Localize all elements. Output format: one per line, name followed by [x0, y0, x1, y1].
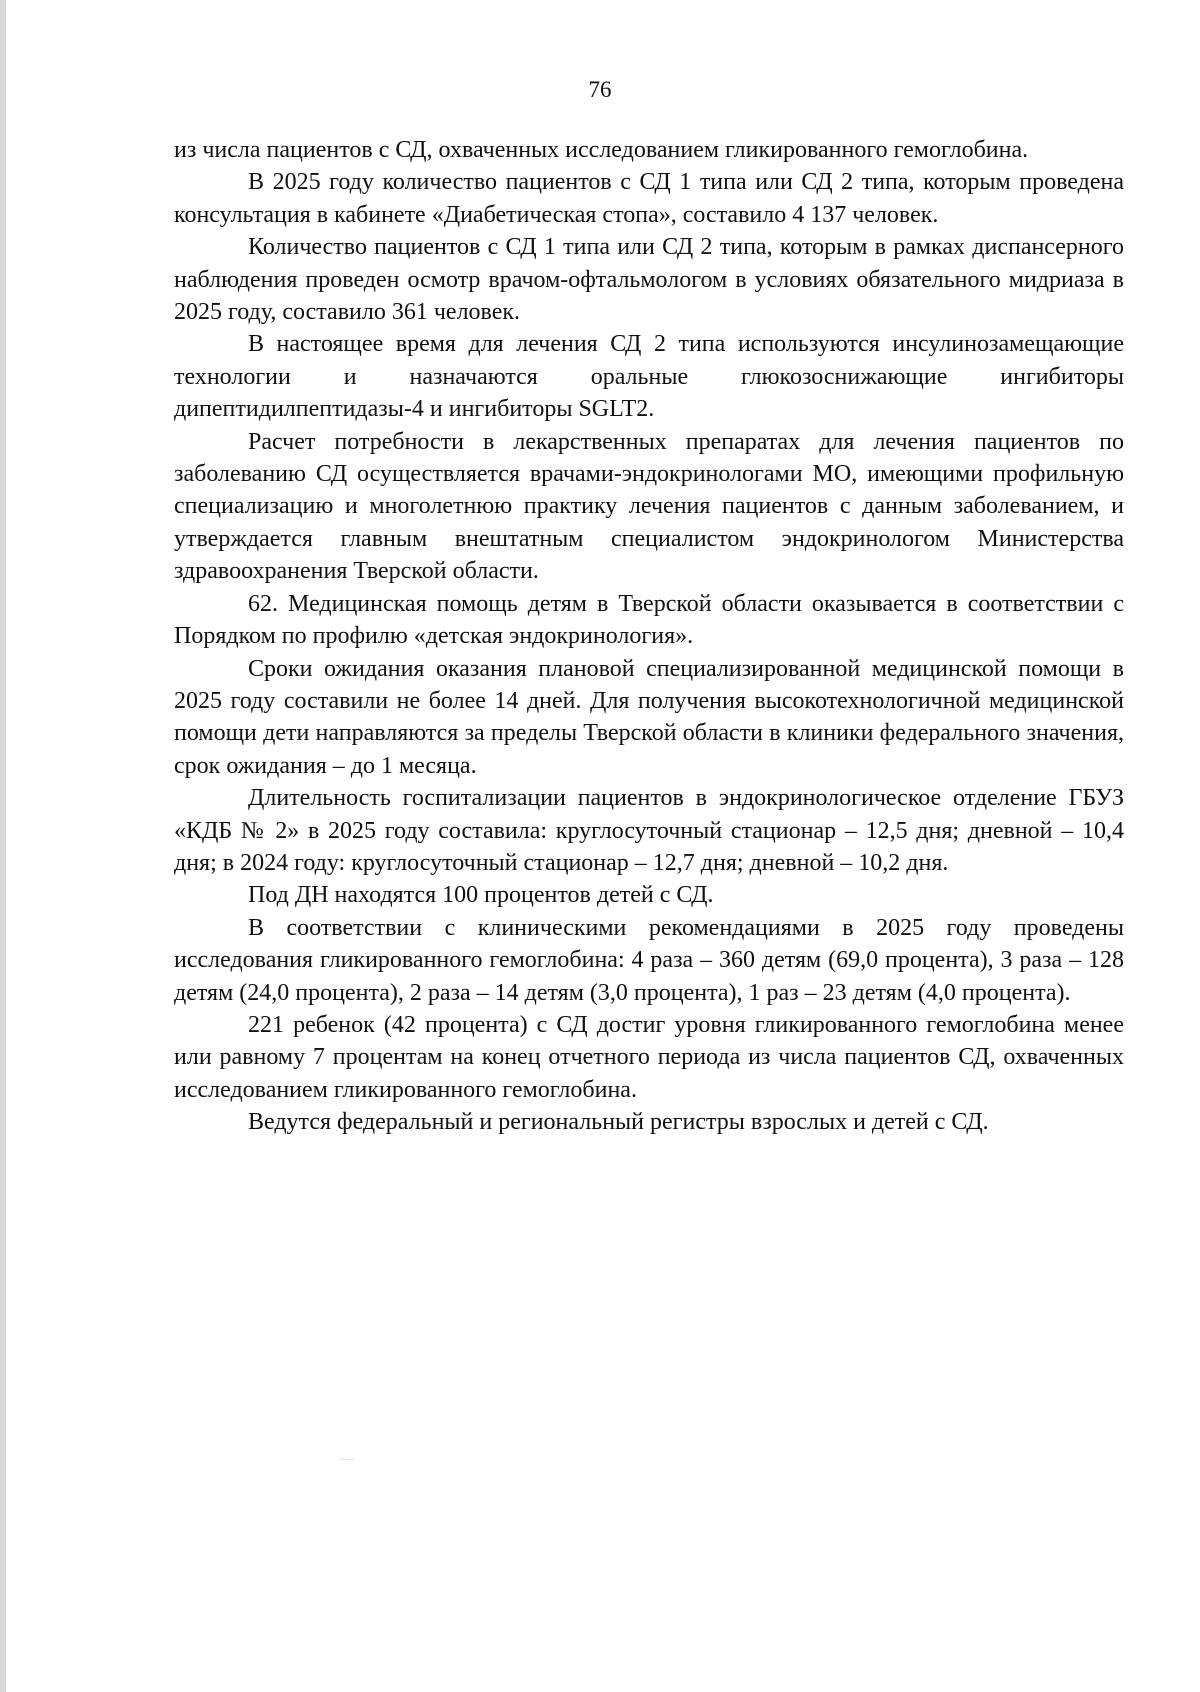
document-body — [174, 134, 1124, 1139]
scan-artifact — [340, 1459, 354, 1460]
paragraph-pediatric-care: 62. Медицинская помощь детям в Тверской области оказывается в соответствии с Порядком по профилю «детская эндокринология». — [174, 590, 1124, 650]
paragraph-hba1c-tests: В соответствии с клиническими рекомендациями в 2025 году проведены исследования гликированного гемоглобина: 4 раза – 360 детям (69,0 процента), 3 раза – 128 детям (24,0 процента), 2 раза – 14 детям (3,0 процента), 1 раз – 23 детям (4,0 процента). — [174, 914, 1124, 1006]
paragraph-dispensary: Под ДН находятся 100 процентов детей с СД. — [248, 882, 714, 909]
paragraph-diabetic-foot: В 2025 году количество пациентов с СД 1 типа или СД 2 типа, которым проведена консультация в кабинете «Диабетическая стопа», составило 4 137 человек. — [174, 169, 1124, 228]
paragraph-waiting-times: Сроки ожидания оказания плановой специализированной медицинской помощи в 2025 году составили не более 14 дней. Для получения высокотехнологичной медицинской помощи дети направляются за пределы Тверской области в клиники федерального значения, срок ожидания – до 1 месяца. — [174, 655, 1124, 779]
paragraph-registries: Ведутся федеральный и региональный регистры взрослых и детей с СД. — [248, 1109, 989, 1136]
page-number: 76 — [588, 77, 612, 102]
paragraph-continuation: из числа пациентов с СД, охваченных исследованием гликированного гемоглобина. — [174, 137, 1029, 163]
paragraph-drug-needs: Расчет потребности в лекарственных препаратах для лечения пациентов по заболеванию СД осуществляется врачами-эндокринологами МО, имеющими профильную специализацию и многолетнюю практику лечения пациентов с данным заболеванием, и утверждается главным внештатным специалистом эндокринологом Министерства здравоохранения Тверской области. — [174, 428, 1124, 585]
scan-edge-shadow — [0, 0, 6, 1692]
paragraph-treatment-technologies: В настоящее время для лечения СД 2 типа используются инсулинозамещающие технологии и назначаются оральные глюкозоснижающие ингибиторы дипептидилпептидазы-4 и ингибиторы SGLT2. — [174, 331, 1124, 423]
paragraph-hospitalization: Длительность госпитализации пациентов в эндокринологическое отделение ГБУЗ «КДБ № 2» в 2025 году составила: круглосуточный стационар – 12,5 дня; дневной – 10,4 дня; в 2024 году: круглосуточный стационар – 12,7 дня; дневной – 10,2 дня. — [174, 785, 1124, 876]
paragraph-ophthalmology: Количество пациентов с СД 1 типа или СД 2 типа, которым в рамках диспансерного наблюдения проведен осмотр врачом-офтальмологом в условиях обязательного мидриаза в 2025 году, составило 361 человек. — [174, 234, 1124, 326]
paragraph-hba1c-target: 221 ребенок (42 процента) с СД достиг уровня гликированного гемоглобина менее или равному 7 процентам на конец отчетного периода из числа пациентов СД, охваченных исследованием гликированного гемоглобина. — [174, 1011, 1124, 1103]
